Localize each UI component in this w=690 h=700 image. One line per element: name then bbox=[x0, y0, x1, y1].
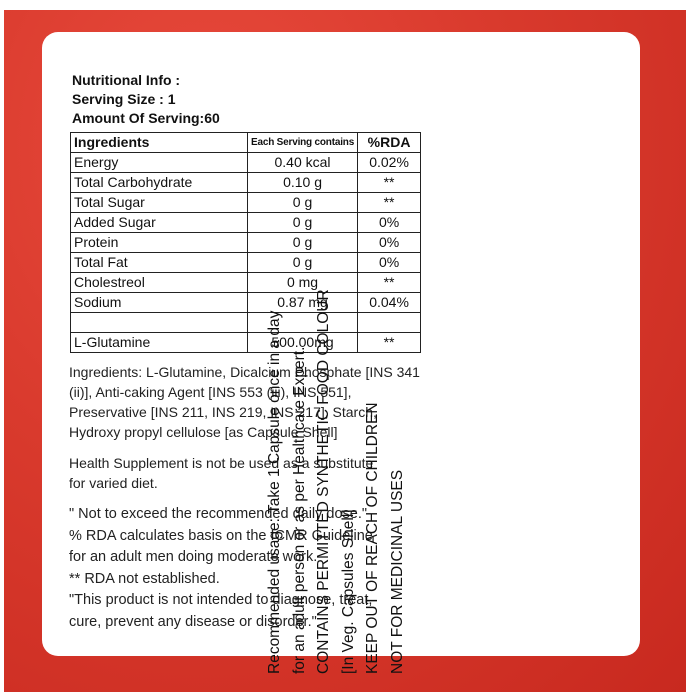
table-cell: 0 g bbox=[248, 253, 358, 273]
table-cell: 0% bbox=[358, 233, 421, 253]
table-cell: ** bbox=[358, 333, 421, 353]
ingredients-line: Hydroxy propyl cellulose [as Capsule Shell] bbox=[69, 424, 338, 440]
note-line: "This product is not intended to diagnose, treat, bbox=[69, 592, 373, 608]
col-ingredients: Ingredients bbox=[71, 133, 248, 153]
ingredients-line: (ii)], Anti-caking Agent [INS 553 (iii), INS 551], bbox=[69, 384, 352, 400]
nutrition-title: Nutritional Info : bbox=[72, 72, 181, 88]
table-cell: Energy bbox=[71, 153, 248, 173]
table-cell: Total Carbohydrate bbox=[71, 173, 248, 193]
ingredients-line: Preservative [INS 211, INS 219, INS 217], Starch, bbox=[69, 404, 377, 420]
table-cell: Cholestreol bbox=[71, 273, 248, 293]
table-cell: 0 g bbox=[248, 193, 358, 213]
table-cell: Protein bbox=[71, 233, 248, 253]
table-cell: 0% bbox=[358, 213, 421, 233]
health-line: for varied diet. bbox=[69, 475, 158, 491]
note-line: % RDA calculates basis on the ICMR Guideline bbox=[69, 527, 373, 544]
col-rda: %RDA bbox=[358, 133, 421, 153]
side-line: NOT FOR MEDICINAL USES bbox=[388, 469, 406, 674]
side-line: [In Veg. Capsules Shell] bbox=[339, 509, 357, 674]
amount-of-serving: Amount Of Serving:60 bbox=[72, 110, 220, 126]
col-each-serving: Each Serving contains bbox=[248, 133, 358, 153]
table-cell: 0.40 kcal bbox=[248, 153, 358, 173]
table-cell: L-Glutamine bbox=[71, 333, 248, 353]
table-cell: Added Sugar bbox=[71, 213, 248, 233]
table-row bbox=[71, 153, 421, 173]
table-cell: 0.02% bbox=[358, 153, 421, 173]
table-header-row bbox=[71, 133, 421, 153]
serving-size: Serving Size : 1 bbox=[72, 91, 176, 107]
table-row bbox=[71, 193, 421, 213]
table-cell: 0 g bbox=[248, 233, 358, 253]
health-line: Health Supplement is not be used as a substitute bbox=[69, 455, 374, 471]
side-line: CONTAINS PERMITTED SYNTHETIC FOOD COLOUR bbox=[315, 289, 332, 674]
side-line: Recommended usage: Take 1 Capsule once in a day bbox=[266, 310, 283, 674]
table-cell: 0 g bbox=[248, 213, 358, 233]
usage-side-text bbox=[263, 222, 493, 674]
table-cell: Total Sugar bbox=[71, 193, 248, 213]
table-cell: Total Fat bbox=[71, 253, 248, 273]
side-line: for an adult person or as per Healthcare Expert. bbox=[290, 346, 308, 674]
table-cell: 0.87 mg bbox=[248, 293, 358, 313]
side-line: KEEP OUT OF REACH OF CHILDREN bbox=[364, 402, 381, 674]
red-label-frame bbox=[4, 10, 686, 692]
table-cell: ** bbox=[358, 193, 421, 213]
note-line: cure, prevent any disease or disorder." bbox=[69, 613, 317, 630]
table-cell: 0.04% bbox=[358, 293, 421, 313]
table-cell bbox=[71, 313, 248, 333]
table-cell: 0 mg bbox=[248, 273, 358, 293]
note-line: " Not to exceed the recommended daily dose." bbox=[69, 506, 368, 522]
table-row bbox=[71, 173, 421, 193]
note-line: ** RDA not established. bbox=[69, 570, 220, 587]
note-line: for an adult men doing moderate work. bbox=[69, 549, 318, 565]
table-cell: Sodium bbox=[71, 293, 248, 313]
table-cell: 0.10 g bbox=[248, 173, 358, 193]
table-cell: ** bbox=[358, 173, 421, 193]
label-panel bbox=[42, 32, 640, 674]
table-cell: ** bbox=[358, 273, 421, 293]
ingredients-line: Ingredients: L-Glutamine, Dicalcium Phosphate [INS 341 bbox=[69, 364, 420, 380]
table-cell: 500.00mg bbox=[248, 333, 358, 353]
table-cell: 0% bbox=[358, 253, 421, 273]
